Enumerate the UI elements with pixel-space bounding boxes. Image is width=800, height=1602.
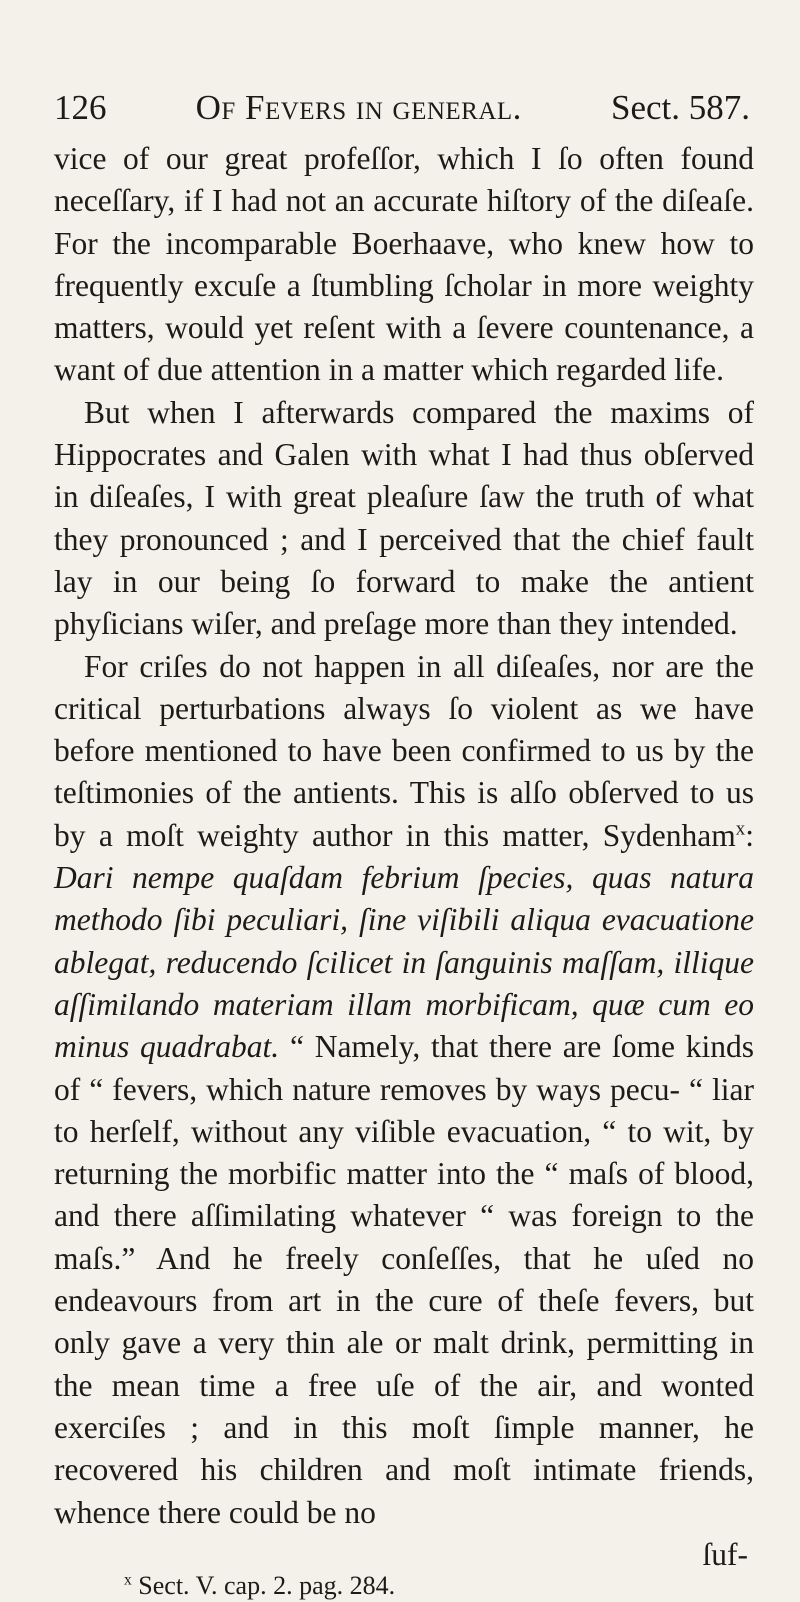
running-head bbox=[54, 88, 754, 128]
paragraph-3 bbox=[54, 646, 754, 1534]
page-number: 126 bbox=[54, 88, 107, 127]
footnote-text: Sect. V. cap. 2. pag. 284. bbox=[138, 1570, 396, 1600]
footnote-reference: x bbox=[735, 818, 746, 840]
english-translation: “ Namely, that there are ſome kinds of “ fevers, which nature removes by ways pecu- “ liar to herſelf, without any viſible evacuation, “ to wit, by returning the morbific matter into the “ maſs of blood, and there aſſimilating whatever “ was foreign to the maſs.” And he freely conſeſſes, that he uſed no endeavours from art in the cure of theſe fevers, but only gave a very thin ale or malt drink, permitting in the mean time a free uſe of the air, and wonted exerciſes ; and in this moſt ſimple manner, he recovered his children and moſt intimate friends, whence there could be no bbox=[54, 1029, 754, 1530]
running-title: Of Fevers in general. bbox=[195, 88, 522, 127]
footnote-mark: x bbox=[124, 1571, 132, 1589]
paragraph-2: But when I afterwards compared the maxims of Hippocrates and Galen with what I had thus obſerved in diſeaſes, I with great pleaſure ſaw the truth of what they pronounced ; and I perceived that the chief fault lay in our being ſo forward to make the antient phyſicians wiſer, and preſage more than they intended. bbox=[54, 394, 754, 642]
section-number: Sect. 587. bbox=[610, 88, 750, 127]
paragraph-3-colon: : bbox=[745, 817, 754, 853]
footnote bbox=[54, 1570, 754, 1602]
paragraph-3-text: For criſes do not happen in all diſeaſes, nor are the critical perturbations always ſo violent as we have before mentioned to have been confirmed to us by the teſtimonies of the antients. This is alſo obſerved to us by a moſt weighty author in this matter, Sydenham bbox=[54, 648, 754, 853]
body-text bbox=[54, 138, 754, 1534]
latin-quotation: Dari nempe quaſdam febrium ſpecies, quas natura methodo ſibi peculiari, ſine viſibili aliqua evacuatione ablegat, reducendo ſcilicet in ſanguinis maſſam, illique aſſimilando materiam illam morbificam, quæ cum eo minus quadrabat. bbox=[54, 860, 754, 1065]
catchword: ſuf- bbox=[702, 1536, 748, 1572]
paragraph-1: vice of our great profeſſor, which I ſo often found neceſſary, if I had not an accurate hiſtory of the diſeaſe. For the incomparable Boerhaave, who knew how to frequently excuſe a ſtumbling ſcholar in more weighty matters, would yet reſent with a ſevere countenance, a want of due attention in a matter which regarded life. bbox=[54, 141, 754, 388]
